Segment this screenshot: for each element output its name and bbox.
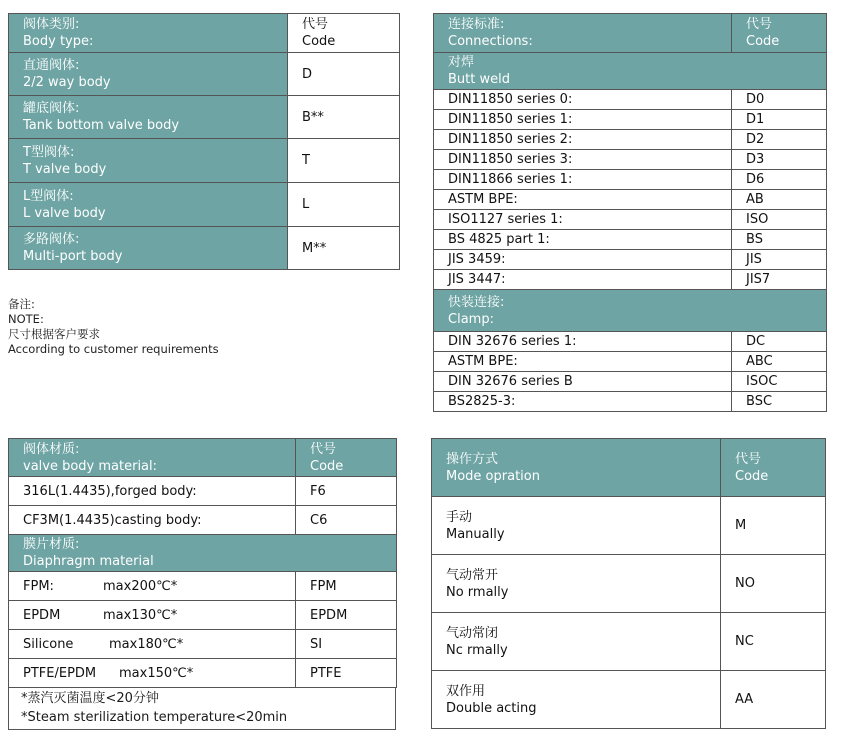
- table-cell: D2: [732, 130, 827, 150]
- cell-text: 对焊: [448, 55, 475, 70]
- table-row: [434, 150, 827, 170]
- table-cell: DIN 32676 series B: [434, 372, 732, 392]
- table-cell: SI: [296, 630, 397, 659]
- cell-text: Connections:: [448, 34, 533, 49]
- table-cell: DIN11866 series 1:: [434, 170, 732, 190]
- table-row: [9, 96, 400, 139]
- cell-text: According to customer requirements: [8, 342, 219, 356]
- table-row: [434, 270, 827, 290]
- table-cell: ABC: [732, 352, 827, 372]
- table-cell: [9, 96, 288, 139]
- operation-table: [431, 438, 826, 729]
- table-cell: JIS 3447:: [434, 270, 732, 290]
- table-cell: [9, 139, 288, 183]
- table-cell: JIS7: [732, 270, 827, 290]
- cell-text: 气动常开: [446, 567, 499, 583]
- body-type-table: [8, 13, 400, 270]
- cell-text: T valve body: [23, 161, 107, 177]
- table-cell: [432, 671, 721, 729]
- table-cell: [9, 572, 296, 601]
- table-cell: [9, 630, 296, 659]
- cell-text: Diaphragm material: [23, 554, 154, 569]
- cell-text: Code: [735, 468, 769, 484]
- table-row: [434, 90, 827, 110]
- table-row: [9, 53, 400, 96]
- table-cell: M**: [288, 227, 400, 270]
- cell-text: Silicone: [23, 636, 74, 652]
- connections-table: [433, 13, 827, 412]
- cell-text: Body type:: [23, 34, 94, 49]
- cell-text: max200℃*: [103, 578, 178, 594]
- cell-text: Multi-port body: [23, 249, 123, 264]
- table-cell: DIN 32676 series 1:: [434, 332, 732, 352]
- cell-text: PTFE/EPDM: [23, 665, 97, 681]
- cell-text: 2/2 way body: [23, 75, 111, 90]
- table-cell: [9, 183, 288, 227]
- cell-text: 连接标准:: [448, 17, 505, 32]
- table-cell: DIN11850 series 1:: [434, 110, 732, 130]
- table-cell: JIS: [732, 250, 827, 270]
- cell-text: Butt weld: [448, 72, 510, 87]
- cell-text: 阀体类别:: [23, 17, 80, 32]
- body-type-header: [9, 14, 288, 53]
- code-header: [732, 14, 827, 53]
- table-cell: DIN11850 series 3:: [434, 150, 732, 170]
- table-row: [9, 477, 397, 506]
- cell-text: 备注:: [8, 297, 35, 311]
- cell-text: Mode opration: [446, 468, 540, 484]
- table-cell: DC: [732, 332, 827, 352]
- table-cell: ASTM BPE:: [434, 352, 732, 372]
- table-row: [434, 372, 827, 392]
- cell-text: EPDM: [23, 607, 61, 623]
- table-cell: D1: [732, 110, 827, 130]
- table-cell: NO: [721, 555, 826, 613]
- table-row: [432, 497, 826, 555]
- table-cell: JIS 3459:: [434, 250, 732, 270]
- table-cell: D6: [732, 170, 827, 190]
- operation-header: [432, 439, 721, 497]
- code-header: [288, 14, 400, 53]
- table-cell: [432, 497, 721, 555]
- cell-text: 阀体材质:: [23, 441, 80, 457]
- cell-text: Code: [746, 34, 780, 49]
- table-cell: [432, 555, 721, 613]
- table-cell: D: [288, 53, 400, 96]
- table-cell: EPDM: [296, 601, 397, 630]
- table-row: [434, 392, 827, 412]
- table-row: [432, 671, 826, 729]
- table-cell: D0: [732, 90, 827, 110]
- table-row: [9, 183, 400, 227]
- table-cell: [9, 227, 288, 270]
- table-cell: C6: [296, 506, 397, 535]
- cell-text: FPM:: [23, 578, 54, 594]
- table-cell: [432, 613, 721, 671]
- cell-text: 气动常闭: [446, 625, 499, 641]
- cell-text: max180℃*: [109, 636, 184, 652]
- table-cell: CF3M(1.4435)casting body:: [9, 506, 296, 535]
- cell-text: Manually: [446, 526, 505, 542]
- note: [8, 297, 219, 357]
- table-row: [434, 230, 827, 250]
- cell-text: 罐底阀体:: [23, 101, 80, 116]
- cell-text: Nc rmally: [446, 642, 508, 658]
- material-table: [8, 438, 397, 688]
- table-cell: D3: [732, 150, 827, 170]
- table-row: [9, 601, 397, 630]
- table-row: [432, 555, 826, 613]
- cell-text: max130℃*: [103, 607, 178, 623]
- table-row: [9, 139, 400, 183]
- table-cell: [9, 53, 288, 96]
- cell-text: 膜片材质:: [23, 537, 80, 552]
- cell-text: max150℃*: [119, 665, 194, 681]
- cell-text: valve body material:: [23, 458, 158, 474]
- cell-text: 操作方式: [446, 451, 499, 467]
- cell-text: 尺寸根据客户要求: [8, 327, 100, 341]
- cell-text: 双作用: [446, 683, 486, 699]
- table-cell: DIN11850 series 0:: [434, 90, 732, 110]
- cell-text: 代号: [302, 17, 329, 32]
- table-row: [9, 630, 397, 659]
- cell-text: L valve body: [23, 205, 106, 221]
- table-row: [434, 110, 827, 130]
- cell-text: NOTE:: [8, 312, 44, 326]
- footnote: [8, 688, 396, 730]
- table-row: [432, 613, 826, 671]
- table-cell: [9, 659, 296, 688]
- code-header: [296, 439, 397, 477]
- table-row: [9, 659, 397, 688]
- table-cell: M: [721, 497, 826, 555]
- table-row: [9, 506, 397, 535]
- table-cell: T: [288, 139, 400, 183]
- cell-text: 代号: [310, 441, 337, 457]
- code-header: [721, 439, 826, 497]
- table-cell: BS 4825 part 1:: [434, 230, 732, 250]
- cell-text: Clamp:: [448, 311, 494, 327]
- table-cell: L: [288, 183, 400, 227]
- clamp-section: [434, 290, 827, 332]
- cell-text: 多路阀体:: [23, 232, 80, 247]
- cell-text: *蒸汽灭菌温度<20分钟: [21, 691, 159, 706]
- table-row: [434, 210, 827, 230]
- table-cell: BS: [732, 230, 827, 250]
- cell-text: No rmally: [446, 584, 509, 600]
- diaphragm-section: [9, 535, 397, 572]
- cell-text: Tank bottom valve body: [23, 118, 180, 133]
- table-cell: PTFE: [296, 659, 397, 688]
- table-cell: DIN11850 series 2:: [434, 130, 732, 150]
- table-row: [9, 227, 400, 270]
- cell-text: 手动: [446, 509, 473, 525]
- cell-text: 直通阀体:: [23, 58, 80, 73]
- table-row: [434, 332, 827, 352]
- cell-text: L型阀体:: [23, 188, 74, 204]
- table-row: [434, 170, 827, 190]
- table-cell: 316L(1.4435),forged body:: [9, 477, 296, 506]
- table-cell: BS2825-3:: [434, 392, 732, 412]
- cell-text: *Steam sterilization temperature<20min: [21, 710, 288, 725]
- table-cell: ISOC: [732, 372, 827, 392]
- table-cell: NC: [721, 613, 826, 671]
- cell-text: T型阀体:: [23, 144, 75, 160]
- cell-text: 代号: [735, 451, 762, 467]
- butt-weld-section: [434, 53, 827, 90]
- table-cell: AA: [721, 671, 826, 729]
- table-row: [434, 250, 827, 270]
- table-cell: F6: [296, 477, 397, 506]
- table-cell: [9, 601, 296, 630]
- cell-text: 快装连接:: [448, 294, 505, 310]
- table-row: [434, 190, 827, 210]
- material-header: [9, 439, 296, 477]
- connections-header: [434, 14, 732, 53]
- table-row: [9, 572, 397, 601]
- table-cell: AB: [732, 190, 827, 210]
- cell-text: Double acting: [446, 700, 537, 716]
- table-cell: ISO1127 series 1:: [434, 210, 732, 230]
- table-cell: BSC: [732, 392, 827, 412]
- table-cell: FPM: [296, 572, 397, 601]
- cell-text: Code: [310, 458, 344, 474]
- cell-text: Code: [302, 34, 336, 49]
- table-row: [434, 130, 827, 150]
- table-cell: B**: [288, 96, 400, 139]
- cell-text: 代号: [746, 17, 773, 32]
- table-row: [434, 352, 827, 372]
- table-cell: ISO: [732, 210, 827, 230]
- table-cell: ASTM BPE:: [434, 190, 732, 210]
